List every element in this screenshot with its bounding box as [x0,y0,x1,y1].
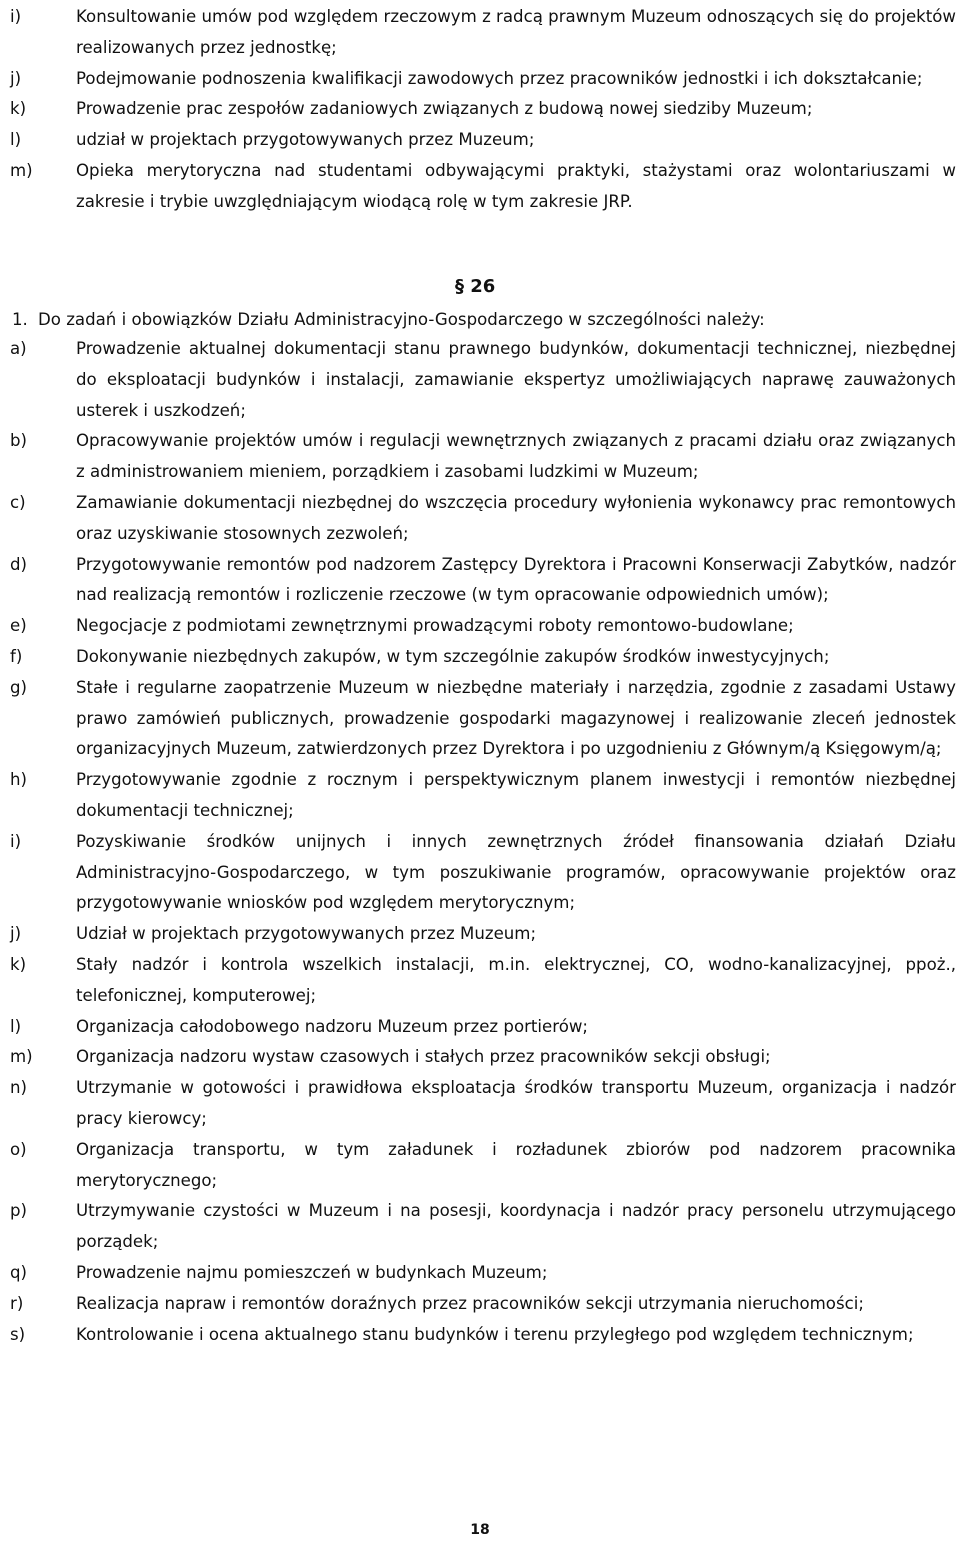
page-number: 18 [470,1522,490,1538]
list-item [0,611,960,642]
item-letter: j) [10,924,22,944]
item-letter: d) [10,554,28,574]
duties-list [0,334,960,1350]
list-item [0,642,960,673]
item-text: Pozyskiwanie środków unijnych i innych zewnętrznych źródeł finansowania działań Działu Administracyjno-Gospodarczego, w tym poszukiwanie programów, opracowywanie projektów oraz przygotowywanie wniosków pod względem merytorycznym; [76,831,956,913]
item-text: Prowadzenie prac zespołów zadaniowych związanych z budową nowej siedziby Muzeum; [76,99,813,119]
item-letter: h) [10,770,27,790]
item-text: Kontrolowanie i ocena aktualnego stanu budynków i terenu przyległego pod względem technicznym; [76,1324,914,1344]
item-text: Organizacja nadzoru wystaw czasowych i stałych przez pracowników sekcji obsługi; [76,1047,771,1067]
item-letter: i) [10,7,22,26]
item-letter: l) [10,130,22,150]
item-letter: b) [10,431,28,451]
item-letter: f) [10,646,23,666]
item-letter: k) [10,99,27,119]
item-text: Zamawianie dokumentacji niezbędnej do wszczęcia procedury wyłonienia wykonawcy prac remontowych oraz uzyskiwanie stosownych zezwoleń; [76,492,956,543]
item-text: udział w projektach przygotowywanych przez Muzeum; [76,130,535,150]
list-item [0,919,960,950]
section-intro [12,305,956,335]
top-list [0,2,960,218]
list-item [0,1196,960,1258]
list-item [0,156,960,218]
list-item [0,334,960,426]
item-letter: m) [10,1047,33,1067]
list-item [0,550,960,612]
item-letter: l) [10,1016,22,1036]
item-text: Utrzymanie w gotowości i prawidłowa eksploatacja środków transportu Muzeum, organizacja i nadzór pracy kierowcy; [76,1078,956,1128]
list-item [0,765,960,827]
list-item [0,1135,960,1197]
item-letter: a) [10,339,27,358]
item-text: Negocjacje z podmiotami zewnętrznymi prowadzącymi roboty remontowo-budowlane; [76,616,794,636]
item-letter: i) [10,831,22,851]
item-text: Organizacja transportu, w tym załadunek i rozładunek zbiorów pod nadzorem pracownika merytorycznego; [76,1139,956,1190]
item-text: Realizacja napraw i remontów doraźnych przez pracowników sekcji utrzymania nieruchomości; [76,1293,864,1313]
item-letter: r) [10,1293,24,1313]
list-item [0,488,960,550]
item-letter: c) [10,492,26,512]
item-text: Udział w projektach przygotowywanych przez Muzeum; [76,924,537,944]
list-item [0,1012,960,1043]
item-text: Stały nadzór i kontrola wszelkich instalacji, m.in. elektrycznej, CO, wodno-kanalizacyjnej, ppoż., telefonicznej, komputerowej; [76,954,956,1005]
item-letter: n) [10,1078,27,1098]
list-item [0,673,960,765]
list-item [0,1042,960,1073]
item-letter: o) [10,1139,27,1159]
item-letter: m) [10,160,33,180]
list-item [0,1073,960,1135]
item-text: Przygotowywanie remontów pod nadzorem Zastępcy Dyrektora i Pracowni Konserwacji Zabytków, nadzór nad realizacją remontów i rozliczenie rzeczowe (w tym opracowanie odpowiednich umów); [76,554,956,605]
item-text: Prowadzenie aktualnej dokumentacji stanu prawnego budynków, dokumentacji technicznej, niezbędnej do eksploatacji budynków i instalacji, zamawianie ekspertyz umożliwiających naprawę zauważonych usterek i uszkodzeń; [76,339,956,420]
list-item [0,1258,960,1289]
item-letter: p) [10,1201,28,1221]
item-text: Utrzymywanie czystości w Muzeum i na posesji, koordynacja i nadzór pracy personelu utrzymującego porządek; [76,1201,956,1252]
list-item [0,94,960,125]
list-item [0,1320,960,1351]
list-item [0,950,960,1012]
item-letter: g) [10,677,28,697]
item-text: Podejmowanie podnoszenia kwalifikacji zawodowych przez pracowników jednostki i ich dokształcanie; [76,68,923,88]
item-text: Dokonywanie niezbędnych zakupów, w tym szczególnie zakupów środków inwestycyjnych; [76,646,830,666]
item-text: Stałe i regularne zaopatrzenie Muzeum w niezbędne materiały i narzędzia, zgodnie z zasadami Ustawy prawo zamówień publicznych, prowadzenie gospodarki magazynowej i realizowanie zleceń jednostek organizacyjnych Muzeum, zatwierdzonych przez Dyrektora i po uzgodnieniu z Głównym/ą Księgowym/ą; [76,677,956,759]
item-text: Opieka merytoryczna nad studentami odbywającymi praktyki, stażystami oraz wolontariuszami w zakresie i trybie uwzględniającym wiodącą rolę w tym zakresie JRP. [76,160,956,211]
list-item [0,1289,960,1320]
list-item [0,125,960,156]
item-letter: k) [10,954,27,974]
list-item [0,426,960,488]
section-number: 1. [12,310,28,329]
item-letter: j) [10,68,22,88]
item-text: Przygotowywanie zgodnie z rocznym i perspektywicznym planem inwestycji i remontów niezbędnej dokumentacji technicznej; [76,770,956,820]
list-item [0,827,960,919]
list-item [0,2,960,64]
section-intro-text: Do zadań i obowiązków Działu Administracyjno-Gospodarczego w szczególności należy: [38,310,765,329]
item-text: Opracowywanie projektów umów i regulacji wewnętrznych związanych z pracami działu oraz związanych z administrowaniem mieniem, porządkiem i zasobami ludzkimi w Muzeum; [76,431,956,482]
section-heading: § 26 [455,276,496,297]
item-letter: e) [10,616,27,636]
item-text: Organizacja całodobowego nadzoru Muzeum przez portierów; [76,1016,589,1036]
list-item [0,64,960,95]
item-text: Prowadzenie najmu pomieszczeń w budynkach Muzeum; [76,1262,548,1282]
item-letter: s) [10,1324,26,1344]
item-text: Konsultowanie umów pod względem rzeczowym z radcą prawnym Muzeum odnoszących się do projektów realizowanych przez jednostkę; [76,7,956,57]
item-letter: q) [10,1262,28,1282]
